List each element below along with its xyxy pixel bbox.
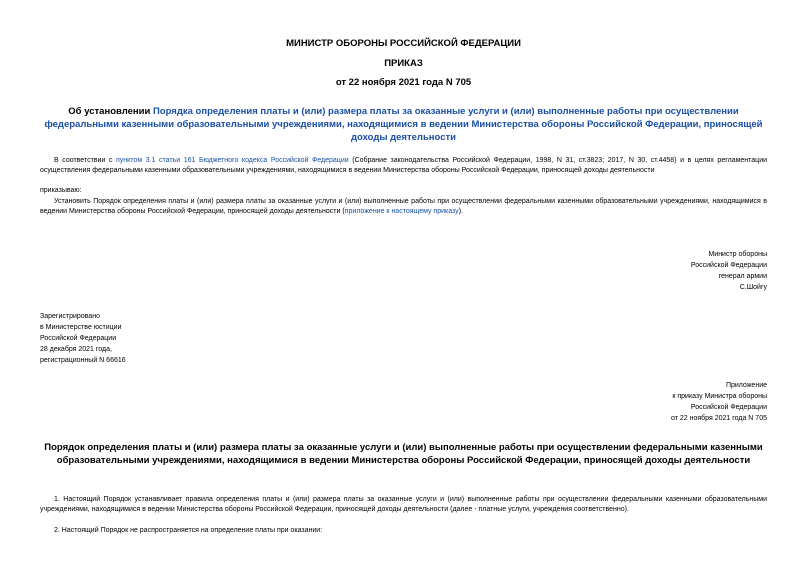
doc-date-number: от 22 ноября 2021 года N 705 — [335, 77, 472, 88]
prikazyvayu-text: приказываю: — [40, 187, 82, 194]
order-title-link[interactable]: Порядка определения платы и (или) размера платы за оказанные услуги и (или) выполненные работы при осуществлении федеральными казенными образовательными учреждениями, находящимися в ведении Министерства обороны Российской Федерации, приносящей доходы деятельности — [44, 106, 763, 143]
ministry-heading: МИНИСТР ОБОРОНЫ РОССИЙСКОЙ ФЕДЕРАЦИИ — [286, 38, 521, 49]
appendix-link[interactable]: приложение к настоящему приказу — [344, 208, 459, 215]
registration-line: в Министерстве юстиции — [40, 324, 122, 331]
signature-line: Министр обороны — [708, 251, 767, 258]
signature-line: Российской Федерации — [690, 262, 767, 269]
registration-line: Российской Федерации — [40, 335, 117, 342]
point-2: 2. Настоящий Порядок не распространяется на определение платы при оказании: — [54, 527, 323, 534]
appendix-line: Приложение — [725, 382, 767, 389]
signature-block — [691, 249, 767, 293]
order-title — [40, 105, 767, 144]
appendix-line: к приказу Министра обороны — [672, 393, 767, 400]
preamble-prefix: В соответствии с — [54, 157, 116, 164]
appendix-line: от 22 ноября 2021 года N 705 — [671, 415, 767, 422]
registration-line: регистрационный N 66616 — [40, 357, 126, 364]
budget-code-link[interactable]: пунктом 3.1 статьи 161 Бюджетного кодекса Российской Федерации — [116, 157, 349, 164]
procedure-title: Порядок определения платы и (или) размера платы за оказанные услуги и (или) выполненные работы при осуществлении федеральными казенными образовательными учреждениями, находящимися в ведении Министерства обороны Российской Федерации, приносящей доходы деятельности — [44, 442, 763, 466]
registration-block — [40, 311, 126, 366]
appendix-line: Российской Федерации — [690, 404, 767, 411]
registration-line: 28 декабря 2021 года, — [40, 346, 112, 353]
order-paragraph — [40, 197, 767, 217]
registration-line: Зарегистрировано — [40, 313, 100, 320]
order-text-prefix: Установить Порядок определения платы и (или) размера платы за оказанные услуги и (или) выполненные работы при осуществлении федеральными казенными образовательными учреждениями, находящимися в ведении Министерства обороны Российской Федерации, приносящей доходы деятельности ( — [40, 198, 767, 215]
signature-line: генерал армии — [718, 273, 767, 280]
order-text-suffix: ). — [458, 208, 463, 215]
preamble-suffix: (Собрание законодательства Российской Федерации, 1998, N 31, ст.3823; 2017, N 30, ст.4458) и в целях регламентации осуществления федеральными казенными образовательными учреждениями, находящимися в ведении Министерства обороны Российской Федерации, приносящей доходы деятельности — [40, 157, 768, 174]
preamble-paragraph — [40, 156, 767, 176]
doc-type-heading: ПРИКАЗ — [384, 58, 423, 69]
point-1: 1. Настоящий Порядок устанавливает правила определения платы и (или) размера платы за оказанные услуги и (или) выполненные работы при осуществлении федеральными казенными образовательными учреждениями, находящимися в ведении Министерства обороны Российской Федерации, приносящей доходы деятельности (далее - платные услуги, учреждения соответственно). — [40, 496, 767, 513]
order-title-prefix: Об установлении — [68, 106, 153, 117]
signature-line: С.Шойгу — [739, 284, 767, 291]
appendix-block — [671, 380, 767, 424]
